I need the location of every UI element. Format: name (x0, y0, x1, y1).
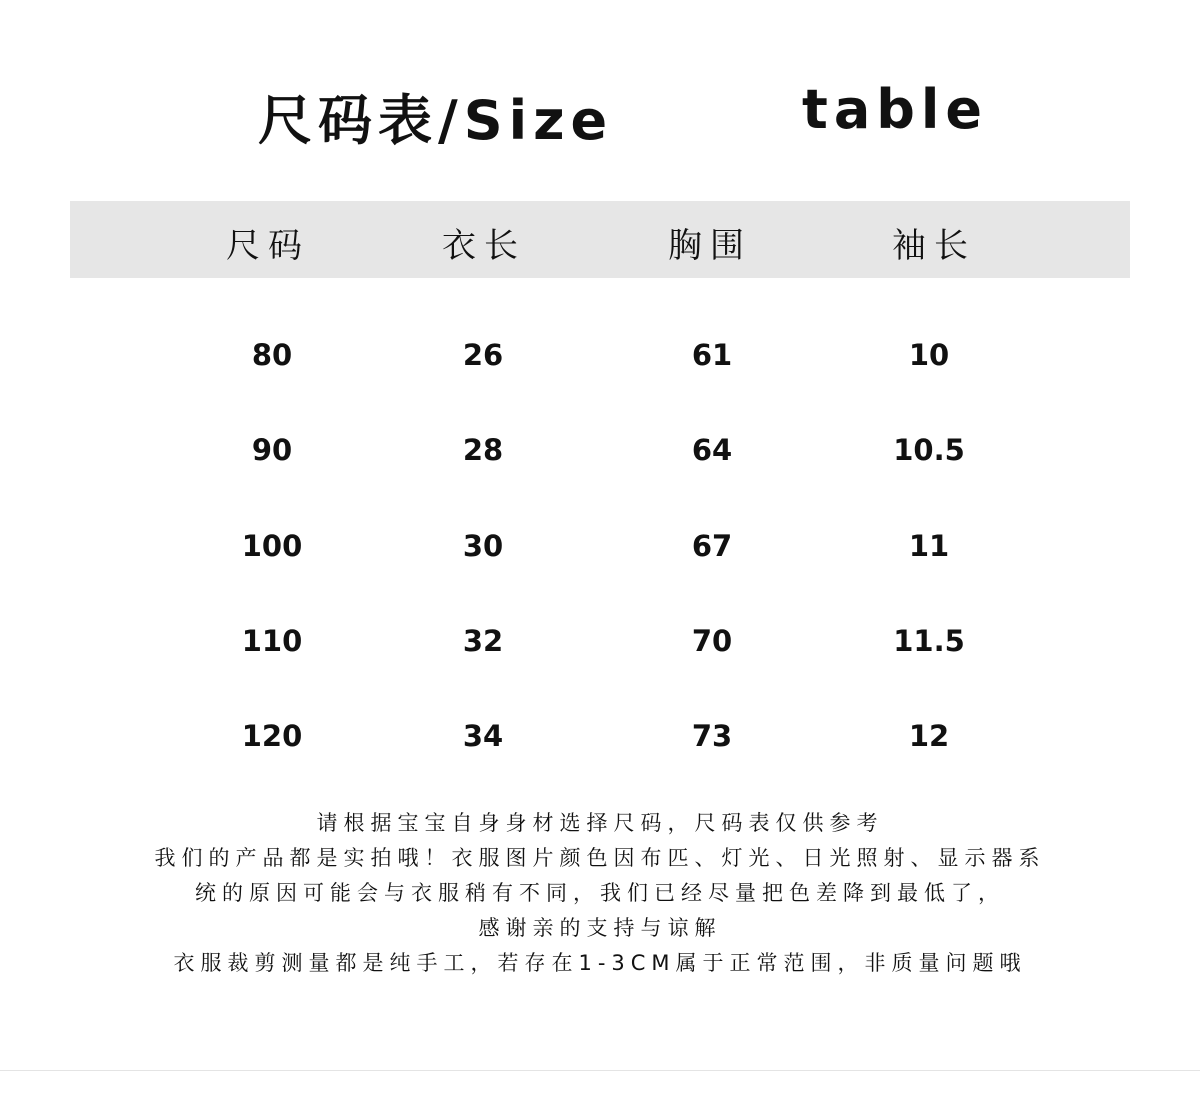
cell-sleeve: 11 (908, 529, 950, 563)
header-length: 衣长 (442, 226, 526, 266)
cell-sleeve: 11.5 (893, 624, 965, 658)
title-part-1: 尺码表/Size (258, 89, 614, 152)
cell-size: 90 (251, 433, 293, 467)
cell-length: 34 (462, 719, 504, 753)
cell-length: 30 (462, 529, 504, 563)
cell-chest: 61 (691, 338, 733, 372)
cell-sleeve: 10 (908, 338, 950, 372)
note-line: 感谢亲的支持与谅解 (478, 916, 722, 940)
cell-chest: 67 (691, 529, 733, 563)
title-part-2: table (802, 78, 989, 141)
cell-chest: 73 (691, 719, 733, 753)
header-sleeve: 袖长 (892, 226, 976, 266)
cell-length: 26 (462, 338, 504, 372)
cell-chest: 64 (691, 433, 733, 467)
cell-length: 28 (462, 433, 504, 467)
note-line: 衣服裁剪测量都是纯手工，若存在1-3CM属于正常范围，非质量问题哦 (173, 951, 1027, 975)
cell-size: 110 (241, 624, 303, 658)
note-line: 统的原因可能会与衣服稍有不同，我们已经尽量把色差降到最低了， (195, 881, 1005, 905)
header-chest: 胸围 (668, 226, 752, 266)
header-size: 尺码 (226, 226, 310, 266)
cell-chest: 70 (691, 624, 733, 658)
cell-sleeve: 12 (908, 719, 950, 753)
page-title (0, 78, 1200, 158)
cell-size: 80 (251, 338, 293, 372)
note-line: 请根据宝宝自身身材选择尺码，尺码表仅供参考 (316, 811, 884, 835)
cell-length: 32 (462, 624, 504, 658)
notes-block (0, 806, 1200, 981)
cell-size: 100 (241, 529, 303, 563)
bottom-divider (0, 1070, 1200, 1071)
note-line: 我们的产品都是实拍哦！衣服图片颜色因布匹、灯光、日光照射、显示器系 (154, 846, 1046, 870)
cell-size: 120 (241, 719, 303, 753)
cell-sleeve: 10.5 (893, 433, 965, 467)
